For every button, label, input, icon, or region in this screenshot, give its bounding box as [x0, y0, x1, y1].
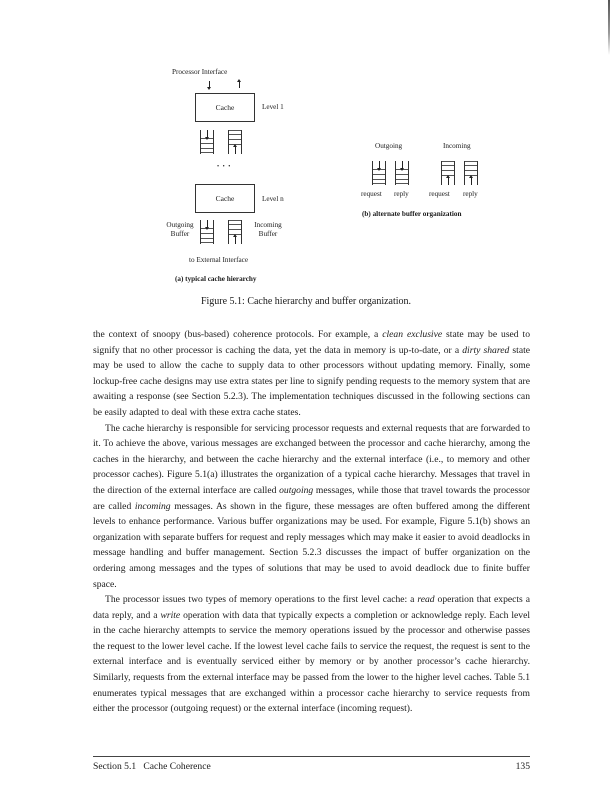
page-footer [93, 761, 530, 772]
external-interface-label: to External Interface [189, 256, 249, 264]
processor-interface-label: Processor Interface [172, 68, 228, 76]
arrow-up-icon [239, 81, 240, 88]
arrow-up-icon [471, 177, 472, 185]
paragraph-1: the context of snoopy (bus-based) coherence protocols. For example, a clean exclusive state may be used to signify that no other processor is caching the data, yet the data in memory is up-to-date, or a dirty shared state may be used to allow the cache to supply data to other processors without updating memory. Finally, some lockup-free cache designs may use extra states per line to signify pending requests to the memory system that are awaiting a response (see Section 5.2.3). The implementation techniques discussed in the following sections can be easily adapted to deal with these extra cache states. [93, 329, 531, 418]
figure-caption: Figure 5.1: Cache hierarchy and buffer organization. [200, 296, 412, 307]
incoming-buffer-label: Incoming Buffer [254, 221, 282, 239]
arrow-up-icon [235, 236, 236, 244]
page-number: 135 [515, 761, 530, 772]
outgoing-buffer-label: Outgoing Buffer [166, 221, 194, 239]
arrow-down-icon [209, 81, 210, 88]
arrow-down-icon [207, 130, 208, 138]
level-1-label: Level 1 [262, 103, 284, 111]
cache-label: Cache [215, 103, 235, 112]
incoming-label: Incoming [443, 142, 471, 150]
arrow-down-icon [379, 161, 380, 169]
arrow-down-icon [207, 220, 208, 228]
body-text [93, 327, 530, 717]
footer-section: Section 5.1 Cache Coherence [93, 761, 211, 772]
footer-rule [93, 756, 530, 757]
ellipsis: • • • [217, 164, 232, 170]
arrow-up-icon [235, 146, 236, 154]
cache-level-1-box [195, 93, 255, 122]
incoming-request-label: request [429, 190, 450, 198]
paragraph-2: The cache hierarchy is responsible for servicing processor requests and external requests that are forwarded to it. To achieve the above, various messages are exchanged between the processor and cache hierarchy, among the caches in the hierarchy, and between the cache hierarchy and the external interface (i.e., to memory and other processor caches). Figure 5.1(a) illustrates the organization of a typical cache hierarchy. Messages that travel in the direction of the external interface are called outgoing messages, while those that travel towards the processor are called incoming messages. As shown in the figure, these messages are often buffered among the different levels to enhance performance. Various buffer organizations may be used. For example, Figure 5.1(b) shows an organization with separate buffers for request and reply messages which may make it easier to avoid deadlocks in message handling and buffer management. Section 5.2.3 discusses the impact of buffer organization on the ordering among messages and the types of solutions that may be used to avoid deadlock due to finite buffer space. [93, 422, 530, 590]
cache-level-n-box [195, 184, 255, 213]
outgoing-request-label: request [361, 190, 382, 198]
arrow-up-icon [448, 177, 449, 185]
arrow-down-icon [402, 161, 403, 169]
subcaption-a: (a) typical cache hierarchy [175, 275, 257, 283]
cache-label: Cache [215, 194, 235, 203]
level-n-label: Level n [262, 195, 284, 203]
incoming-reply-label: reply [463, 190, 478, 198]
outgoing-reply-label: reply [394, 190, 409, 198]
outgoing-label: Outgoing [375, 142, 403, 150]
subcaption-b: (b) alternate buffer organization [362, 210, 462, 218]
scan-edge-artifact [608, 0, 610, 55]
paragraph-3: The processor issues two types of memory operations to the first level cache: a read operation that expects a data reply, and a write operation with data that typically expects a completion or acknowledge reply. Each level in the cache hierarchy attempts to service the memory operations issued by the processor and otherwise passes the request to the lower level cache. If the lowest level cache fails to service the request, the request is sent to the external interface and is eventually serviced either by memory or by another processor’s cache hierarchy. Similarly, requests from the external interface may be passed from the lower to the higher level caches. Table 5.1 enumerates typical messages that are exchanged within a processor cache hierarchy to service requests from either the processor (outgoing request) or the external interface (incoming request). [93, 594, 531, 715]
